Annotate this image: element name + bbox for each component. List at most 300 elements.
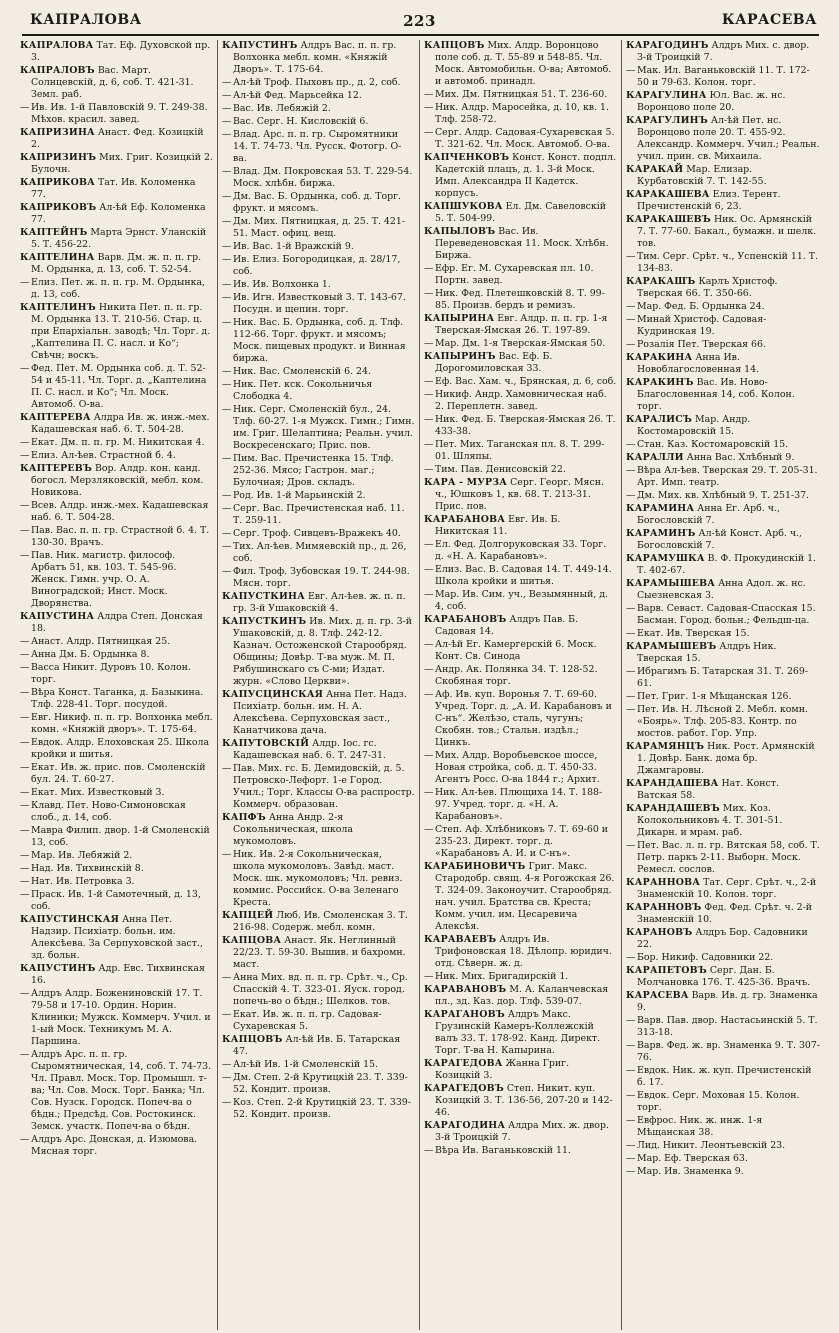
entry-text: Вас. Еф. Б. Дорогомиловская 33.: [435, 351, 553, 374]
entry-surname: КАПЫЛОВЪ: [424, 226, 496, 237]
entry-text: Вѣра Ив. Ваганьковскій 11.: [435, 1145, 571, 1156]
entry-text: Ник. Ив. 2-я Сокольническая, школа мукомоловъ. Завѣд. маст. Моск. шк. мукомоловъ; Чл. ревиз. коммис. Российск. О-ва Зеленаго Креста.: [233, 849, 403, 908]
entry-text: Вас. Серг. Н. Кисловскій 6.: [233, 116, 369, 127]
entry-text: Вас. Март. Солнцевскій, д. 6, соб. Т. 421-31. Земл. раб.: [31, 65, 194, 100]
directory-entry: [20, 662, 213, 686]
continuation-dash: —: [626, 952, 636, 963]
continuation-dash: —: [626, 490, 636, 501]
entry-text: Евг. Никиф. п. п. гр. Волхонка мебл. комн. «Княжій дворъ». Т. 175-64.: [31, 712, 213, 735]
entry-text: Мавра Филип. двор. 1-й Смоленскій 13, соб.: [31, 825, 210, 848]
continuation-dash: —: [222, 379, 232, 390]
entry-text: Ибрагимъ Б. Татарская 31. Т. 269-61.: [637, 666, 809, 689]
continuation-dash: —: [20, 437, 30, 448]
directory-entry: [222, 103, 415, 115]
entry-text: Минай Христоф. Садовая-Кудринская 19.: [637, 314, 767, 337]
entry-text: Дм. Степ. 2-й Крутицкій 23. Т. 339-52. Кондит. произв.: [233, 1072, 408, 1095]
continuation-dash: —: [222, 191, 232, 202]
entry-text: Алдръ Арс. Донская, д. Изюмова. Мясная торг.: [31, 1134, 198, 1157]
directory-entry: [20, 611, 213, 635]
directory-entry: [626, 877, 820, 901]
entry-text: Вѣра Конст. Таганка, д. Базыкина. Тлф. 228-41. Торг. посудой.: [31, 687, 204, 710]
continuation-dash: —: [222, 490, 232, 501]
directory-entry: [424, 664, 617, 688]
directory-entry: [626, 1040, 820, 1064]
entry-text: Коз. Степ. 2-й Крутицкій 23. Т. 339-52. Кондит. произв.: [233, 1097, 411, 1120]
directory-entry: [20, 889, 213, 913]
entry-surname: КАПРИЗИНЪ: [20, 152, 97, 163]
directory-entry: [424, 439, 617, 463]
entry-surname: КАПРИКОВА: [20, 177, 95, 188]
header-rule: [22, 34, 819, 36]
directory-entry: [424, 351, 617, 375]
directory-entry: [20, 712, 213, 736]
continuation-dash: —: [424, 689, 434, 700]
continuation-dash: —: [20, 1049, 30, 1060]
directory-entry: [222, 541, 415, 565]
directory-entry: [222, 591, 415, 615]
directory-entry: [222, 292, 415, 316]
directory-entry: [424, 824, 617, 860]
directory-entry: [424, 984, 617, 1008]
directory-entry: [20, 914, 213, 962]
entry-text: Марта Эрнст. Уланскій 5. Т. 456-22.: [31, 227, 207, 250]
entry-text: Фед. Пет. М. Ордынка соб. д. Т. 52-54 и 45-11. Чл. Торг. д. „Каптелина П. С. насл. и Ко“; Чл. Моск. Автомоб. О-ва.: [31, 363, 207, 410]
entry-text: Анна Пет. Надз. Психіатр. больн. им. Н. А. Алексѣева. Серпуховская заст., Канатчикова дача.: [233, 689, 407, 736]
continuation-dash: —: [626, 691, 636, 702]
entry-text: Вас. Ив. Лебяжій 2.: [233, 103, 331, 114]
directory-entry: [222, 738, 415, 762]
entry-text: Фил. Троф. Зубовская 19. Т. 244-98. Мясн. торг.: [233, 566, 410, 589]
entry-surname: КАПУСТКИНА: [222, 591, 305, 602]
entry-text: Ник. Мих. Бригадирскій 1.: [435, 971, 569, 982]
entry-text: Вас. Ив. Переведеновская 11. Моск. Хлѣбн. Биржа.: [435, 226, 609, 261]
entry-text: Тат. Ив. Коломенка 77.: [31, 177, 196, 200]
column-1: [16, 40, 218, 1330]
entry-text: Пет. Мих. Таганская пл. 8. Т. 299-01. Шляпы.: [435, 439, 605, 462]
directory-entry: [424, 127, 617, 151]
entry-text: Екат. Мих. Известковый 3.: [31, 787, 165, 798]
entry-text: Ал-ѣй Троф. Пыховъ пр., д. 2, соб.: [233, 77, 401, 88]
entry-surname: КАРАКИНЪ: [626, 377, 694, 388]
continuation-dash: —: [222, 166, 232, 177]
entry-surname: КАРАВАНОВЪ: [424, 984, 507, 995]
entry-text: Пав. Вас. п. п. гр. Страстной б. 4. Т. 130-30. Врачъ.: [31, 525, 210, 548]
continuation-dash: —: [222, 116, 232, 127]
directory-entry: [222, 191, 415, 215]
entry-text: Алдръ Макс. Грузинскій Камеръ-Коллежскій валъ 33. Т. 178-92. Канд. Директ. Торг. Т-ва Н. Капырина.: [435, 1009, 601, 1056]
directory-entry: [626, 990, 820, 1014]
continuation-dash: —: [626, 1153, 636, 1164]
continuation-dash: —: [424, 639, 434, 650]
entry-surname: КАПЦОВЪ: [424, 40, 485, 51]
directory-entry: [424, 414, 617, 438]
entry-text: Всев. Алдр. инж.-мех. Кадашевская наб. 6. Т. 504-28.: [31, 500, 209, 523]
directory-entry: [20, 500, 213, 524]
entry-surname: КАРАЛИСЪ: [626, 414, 693, 425]
directory-entry: [626, 628, 820, 640]
directory-entry: [626, 490, 820, 502]
directory-entry: [626, 902, 820, 926]
entry-text: Ел. Фед. Долгоруковская 33. Торг. д. «Н. А. Карабановъ».: [435, 539, 607, 562]
continuation-dash: —: [626, 603, 636, 614]
directory-entry: [222, 1097, 415, 1121]
entry-text: Анна Ег. Арб. ч., Богословскій 7.: [637, 503, 780, 526]
directory-entry: [20, 102, 213, 126]
entry-text: Никиф. Андр. Хамовническая наб. 2. Переплетн. завед.: [435, 389, 607, 412]
entry-surname: КАРАКАШЕВА: [626, 189, 710, 200]
entry-text: Мар. Ив. Сим. уч., Везымянный, д. 4, соб.: [435, 589, 609, 612]
continuation-dash: —: [222, 1072, 232, 1083]
directory-entry: [424, 564, 617, 588]
continuation-dash: —: [424, 539, 434, 550]
entry-surname: КАРАГУЛИНЪ: [626, 115, 708, 126]
directory-entry: [626, 465, 820, 489]
directory-entry: [222, 216, 415, 240]
directory-entry: [20, 412, 213, 436]
directory-entry: [20, 800, 213, 824]
directory-entry: [222, 279, 415, 291]
continuation-dash: —: [424, 464, 434, 475]
entry-text: Люб. Ив. Смоленская 3. Т. 216-98. Содерж. мебл. комн.: [233, 910, 408, 933]
directory-entry: [626, 741, 820, 777]
entry-surname: КАПЦОВА: [222, 935, 282, 946]
continuation-dash: —: [626, 1140, 636, 1151]
directory-entry: [626, 965, 820, 989]
entry-surname: КАРАНДАШЕВА: [626, 778, 719, 789]
entry-text: Мар. Андр. Костомаровскій 15.: [637, 414, 751, 437]
entry-text: Мар. Елизар. Курбатовскій 7. Т. 142-55.: [637, 164, 767, 187]
directory-entry: [222, 812, 415, 848]
continuation-dash: —: [424, 414, 434, 425]
entry-text: Мар. Ив. Лебяжій 2.: [31, 850, 133, 861]
directory-entry: [424, 263, 617, 287]
directory-entry: [626, 452, 820, 464]
directory-entry: [424, 338, 617, 350]
directory-entry: [222, 241, 415, 253]
entry-text: Вѣра Ал-ѣев. Тверская 29. Т. 205-31. Арт. Имп. театр.: [637, 465, 818, 488]
directory-entry: [222, 528, 415, 540]
entry-text: Екат. Дм. п. п. гр. М. Никитская 4.: [31, 437, 205, 448]
directory-entry: [20, 252, 213, 276]
continuation-dash: —: [20, 636, 30, 647]
entry-text: Елиз. Пет. ж. п. п. гр. М. Ордынка, д. 13, соб.: [31, 277, 206, 300]
directory-entry: [20, 525, 213, 549]
entry-text: Нат. Ив. Петровка 3.: [31, 876, 135, 887]
entry-text: Серг. Троф. Сивцевъ-Вражекъ 40.: [233, 528, 401, 539]
entry-text: Ник. Фед. Б. Тверская-Ямская 26. Т. 433-38.: [435, 414, 616, 437]
entry-text: Пет. Григ. 1-я Мѣщанская 126.: [637, 691, 792, 702]
directory-entry: [222, 910, 415, 934]
entry-text: Евдок. Алдр. Елоховская 25. Школа кройки и шитья.: [31, 737, 210, 760]
directory-entry: [20, 550, 213, 610]
directory-entry: [626, 803, 820, 839]
continuation-dash: —: [20, 102, 30, 113]
entry-surname: КАПЦЕЙ: [222, 910, 274, 921]
entry-text: Ник. Вас. Б. Ордынка, соб. д. Тлф. 112-66. Торг. фрукт. и мясомъ; Моск. пищевых продукт. и Винная биржа.: [233, 317, 406, 364]
entry-surname: КАРАКАШЕВЪ: [626, 214, 711, 225]
entry-surname: КАРАКАШЪ: [626, 276, 696, 287]
entry-text: Григ. Макс. Стародобр. свящ. 4-я Рогожская 26. Т. 324-09. Законоучит. Старообряд. нач. учил. Братства св. Креста; Комм. учил. им. Цесаревича Алексѣя.: [435, 861, 615, 932]
entry-text: Евг. Ив. Б. Никитская 11.: [435, 514, 561, 537]
directory-entry: [222, 77, 415, 89]
entry-text: Ал-ѣй Конст. Арб. ч., Богословскій 7.: [637, 528, 803, 551]
entry-surname: КАПУТОВСКІЙ: [222, 738, 310, 749]
continuation-dash: —: [626, 840, 636, 851]
entry-surname: КАРА - МУРЗА: [424, 477, 508, 488]
directory-entry: [626, 840, 820, 876]
entry-text: Мар. Дм. 1-я Тверская-Ямская 50.: [435, 338, 606, 349]
entry-surname: КАРАКИНА: [626, 352, 693, 363]
entry-surname: КАПТЕРЕВА: [20, 412, 91, 423]
entry-surname: КАПУСТИНА: [20, 611, 95, 622]
entry-surname: КАПЫРИНА: [424, 313, 495, 324]
directory-entry: [20, 65, 213, 101]
entry-surname: КАРАБИНОВИЧЪ: [424, 861, 526, 872]
entry-text: Ник. Вас. Смоленскій 6. 24.: [233, 366, 371, 377]
entry-text: Екат. Ив. Тверская 15.: [637, 628, 750, 639]
continuation-dash: —: [424, 824, 434, 835]
directory-entry: [222, 379, 415, 403]
directory-entry: [626, 1166, 820, 1178]
entry-surname: КАРАГЕДОВЪ: [424, 1083, 504, 1094]
entry-surname: КАПШУКОВА: [424, 201, 503, 212]
directory-entry: [222, 935, 415, 971]
entry-text: Екат. Ив. ж. прис. пов. Смоленскій бул. 24. Т. 60-27.: [31, 762, 206, 785]
entry-text: Влад. Арс. п. п. гр. Сыромятники 14. Т. 74-73. Чл. Русск. Фотогр. О-ва.: [233, 129, 402, 164]
directory-entry: [222, 490, 415, 502]
entry-text: Ал-ѣй Ив. Б. Татарская 47.: [233, 1034, 401, 1057]
entry-text: Дм. Мих. Пятницкая, д. 25. Т. 421-51. Маст. офиц. вещ.: [233, 216, 405, 239]
continuation-dash: —: [20, 863, 30, 874]
entry-text: Андр. Ак. Полянка 34. Т. 128-52. Скобяная торг.: [435, 664, 598, 687]
entry-text: Ал-ѣй Ив. 1-й Смоленскій 15.: [233, 1059, 378, 1070]
continuation-dash: —: [222, 317, 232, 328]
entry-text: Ив. Елиз. Богородицкая, д. 28/17, соб.: [233, 254, 401, 277]
continuation-dash: —: [222, 254, 232, 265]
directory-entry: [626, 115, 820, 163]
directory-entry: [222, 317, 415, 365]
directory-entry: [20, 450, 213, 462]
directory-entry: [222, 129, 415, 165]
directory-entry: [222, 849, 415, 909]
directory-entry: [222, 763, 415, 811]
entry-text: Лид. Никит. Леонтьевскій 23.: [637, 1140, 786, 1151]
directory-entry: [20, 649, 213, 661]
continuation-dash: —: [424, 589, 434, 600]
entry-text: Анна Андр. 2-я Сокольническая, школа мукомоловъ.: [233, 812, 353, 847]
continuation-dash: —: [424, 564, 434, 575]
entry-text: Нат. Конст. Ватская 58.: [637, 778, 779, 801]
continuation-dash: —: [626, 704, 636, 715]
entry-text: Тат. Серг. Срѣт. ч., 2-й Знаменскій 10. Колон. торг.: [637, 877, 817, 900]
continuation-dash: —: [222, 1059, 232, 1070]
entry-text: Клавд. Пет. Ново-Симоновская слоб., д. 14, соб.: [31, 800, 186, 823]
directory-entry: [222, 1009, 415, 1033]
entry-text: Пет. Ив. Н. Лѣсной 2. Мебл. комн. «Боярь». Тлф. 205-83. Контр. по мостов. работ. Гор. Упр.: [637, 704, 808, 739]
entry-text: Над. Ив. Тихвинскій 8.: [31, 863, 144, 874]
entry-text: Пав. Ник. магистр. философ. Арбатъ 51, кв. 103. Т. 545-96. Женск. Гимн. учр. О. А. Виноградской; Инст. Моск. Дворянства.: [31, 550, 177, 609]
continuation-dash: —: [20, 687, 30, 698]
directory-entry: [20, 463, 213, 499]
entry-text: Розалія Пет. Тверская 66.: [637, 339, 766, 350]
entry-surname: КАПРАЛОВЪ: [20, 65, 95, 76]
directory-entry: [20, 963, 213, 987]
entry-surname: КАПФЪ: [222, 812, 266, 823]
directory-entry: [222, 166, 415, 190]
directory-entry: [424, 861, 617, 933]
continuation-dash: —: [424, 750, 434, 761]
entry-text: Варв. Дм. ж. п. п. гр. М. Ордынка, д. 13, соб. Т. 52-54.: [31, 252, 202, 275]
directory-entry: [424, 934, 617, 970]
entry-text: Конст. Конст. подпл. Кадетскій плацъ, д. 1. 3-й Моск. Имп. Александра II Кадетск. корпусъ.: [435, 152, 617, 199]
entry-text: Васса Никит. Дуровъ 10. Колон. торг.: [31, 662, 191, 685]
directory-entry: [626, 301, 820, 313]
entry-surname: КАПУСТКИНЪ: [222, 616, 307, 627]
directory-entry: [626, 1065, 820, 1089]
entry-text: Алдра Ив. ж. инж.-мех. Кадашевская наб. 6. Т. 504-28.: [31, 412, 210, 435]
entry-surname: КАПУСТИНЪ: [20, 963, 96, 974]
entry-text: Ив. Мих. д. п. гр. 3-й Ушаковскій, д. 8. Тлф. 242-12. Казнач. Остоженской Старообряд. Общины; Довѣр. Т-ва муж. М. П. Рябушинскаго съ С-ми; Издат. журн. «Слово Церкви».: [233, 616, 412, 687]
entry-text: Мак. Ил. Ваганьковскій 11. Т. 172-50 и 79-63. Колон. торг.: [637, 65, 810, 88]
entry-text: Анаст. Алдр. Пятницкая 25.: [31, 636, 171, 647]
entry-text: Варв. Пав. двор. Настасьинскій 5. Т. 313-18.: [637, 1015, 818, 1038]
continuation-dash: —: [222, 849, 232, 860]
directory-entry: [626, 1115, 820, 1139]
directory-entry: [20, 762, 213, 786]
entry-text: Мар. Фед. Б. Ордынка 24.: [637, 301, 765, 312]
entry-surname: КАПУСТИНСКАЯ: [20, 914, 120, 925]
continuation-dash: —: [424, 439, 434, 450]
continuation-dash: —: [626, 465, 636, 476]
directory-entry: [424, 614, 617, 638]
continuation-dash: —: [222, 241, 232, 252]
directory-entry: [626, 90, 820, 114]
entry-surname: КАРАГУЛИНА: [626, 90, 707, 101]
continuation-dash: —: [626, 628, 636, 639]
continuation-dash: —: [20, 825, 30, 836]
directory-entry: [626, 553, 820, 577]
directory-entry: [20, 737, 213, 761]
continuation-dash: —: [626, 1015, 636, 1026]
continuation-dash: —: [20, 450, 30, 461]
entry-surname: КАРАМЫШЕВА: [626, 578, 716, 589]
entry-text: Ник. Пет. кск. Сокольничья Слободка 4.: [233, 379, 373, 402]
entry-surname: КАРАМИНЪ: [626, 528, 696, 539]
directory-entry: [626, 377, 820, 413]
entry-text: Фед. Фед. Срѣт. ч. 2-й Знаменскій 10.: [637, 902, 813, 925]
continuation-dash: —: [222, 503, 232, 514]
entry-text: Анна Ив. Новоблагословенная 14.: [637, 352, 760, 375]
directory-entry: [222, 116, 415, 128]
entry-text: Анна Дм. Б. Ордынка 8.: [31, 649, 150, 660]
entry-surname: КАРАМИНА: [626, 503, 695, 514]
directory-entry: [626, 778, 820, 802]
continuation-dash: —: [20, 662, 30, 673]
directory-entry: [20, 825, 213, 849]
continuation-dash: —: [424, 971, 434, 982]
continuation-dash: —: [222, 90, 232, 101]
entry-text: Мар. Ив. Знаменка 9.: [637, 1166, 744, 1177]
entry-text: Евфрос. Ник. ж. инж. 1-я Мѣщанская 38.: [637, 1115, 763, 1138]
entry-text: Анна Адол. ж. нс. Сыезневская 3.: [637, 578, 806, 601]
entry-text: Анна Вас. Хлѣбный 9.: [686, 452, 795, 463]
entry-text: Ник. Фед. Плетешковскій 8. Т. 99-85. Произв. бердъ и ремизъ.: [435, 288, 605, 311]
directory-entry: [424, 288, 617, 312]
entry-surname: КАРАМЫШЕВЪ: [626, 641, 717, 652]
directory-entry: [222, 689, 415, 737]
continuation-dash: —: [222, 1009, 232, 1020]
entry-surname: КАРАМУШКА: [626, 553, 705, 564]
directory-entry: [222, 366, 415, 378]
directory-entry: [20, 40, 213, 64]
directory-entry: [424, 226, 617, 262]
entry-surname: КАРАЛЛИ: [626, 452, 684, 463]
continuation-dash: —: [424, 1145, 434, 1156]
entry-text: Ив. Вас. 1-й Вражскій 9.: [233, 241, 354, 252]
directory-entry: [626, 528, 820, 552]
directory-entry: [626, 40, 820, 64]
continuation-dash: —: [626, 1065, 636, 1076]
directory-entry: [222, 90, 415, 102]
entry-surname: КАПТЕЛИНА: [20, 252, 95, 263]
directory-entry: [222, 1072, 415, 1096]
directory-entry: [626, 603, 820, 627]
continuation-dash: —: [20, 1134, 30, 1145]
directory-entry: [222, 404, 415, 452]
directory-entry: [626, 189, 820, 213]
entry-text: Ал-ѣй Еф. Коломенка 77.: [31, 202, 206, 225]
continuation-dash: —: [424, 102, 434, 113]
directory-entry: [626, 339, 820, 351]
entry-text: Вас. Ив. Ново-Благословенная 14, соб. Колон. торг.: [637, 377, 795, 412]
entry-text: Ник. Алдр. Маросейка, д. 10, кв. 1. Тлф. 258-72.: [435, 102, 609, 125]
directory-entry: [424, 464, 617, 476]
continuation-dash: —: [424, 338, 434, 349]
continuation-dash: —: [626, 1166, 636, 1177]
entry-text: Степ. Никит. куп. Козицкій 3. Т. 136-56, 207-20 и 142-46.: [435, 1083, 613, 1118]
continuation-dash: —: [20, 277, 30, 288]
entry-text: Анна Пет. Надзир. Психіатр. больн. им. Алексѣева. За Серпуховской заст., зд. больн.: [31, 914, 203, 961]
column-2: [218, 40, 420, 1330]
continuation-dash: —: [626, 301, 636, 312]
continuation-dash: —: [222, 763, 232, 774]
directory-entry: [20, 1049, 213, 1133]
continuation-dash: —: [222, 216, 232, 227]
directory-entry: [424, 589, 617, 613]
entry-surname: КАРАННОВЪ: [626, 902, 702, 913]
entry-text: Дм. Мих. кв. Хлѣбный 9. Т. 251-37.: [637, 490, 810, 501]
entry-text: Тат. Еф. Духовской пр. 3.: [31, 40, 211, 63]
entry-text: Серг. Дан. Б. Молчановка 176. Т. 425-36. Врачъ.: [637, 965, 811, 988]
directory-entry: [424, 750, 617, 786]
directory-entry: [424, 1120, 617, 1144]
entry-surname: КАРАГАНОВЪ: [424, 1009, 505, 1020]
entry-text: Алдръ Мих. с. двор. 3-й Троицкій 7.: [637, 40, 810, 63]
entry-text: Тим. Пав. Денисовскій 22.: [435, 464, 566, 475]
directory-entry: [424, 477, 617, 513]
entry-text: Пет. Вас. л. п. гр. Вятская 58, соб. Т. Петр. паркъ 2-11. Выборн. Моск. Ремесл. сослов.: [637, 840, 820, 875]
continuation-dash: —: [222, 292, 232, 303]
entry-text: Ив. Ив. Волхонка 1.: [233, 279, 331, 290]
directory-entry: [424, 1058, 617, 1082]
directory-entry: [424, 40, 617, 88]
directory-entry: [424, 514, 617, 538]
directory-entry: [424, 313, 617, 337]
directory-entry: [626, 314, 820, 338]
directory-entry: [626, 164, 820, 188]
entry-text: Никита Пет. п. п. гр. М. Ордынка 13. Т. 210-56. Стар. ц. при Епархіальн. заводѣ; Чл. Торг. д. „Каптелина П. С. насл. и Ко“; Свѣчн; воскъ.: [31, 302, 211, 361]
directory-entry: [626, 704, 820, 740]
